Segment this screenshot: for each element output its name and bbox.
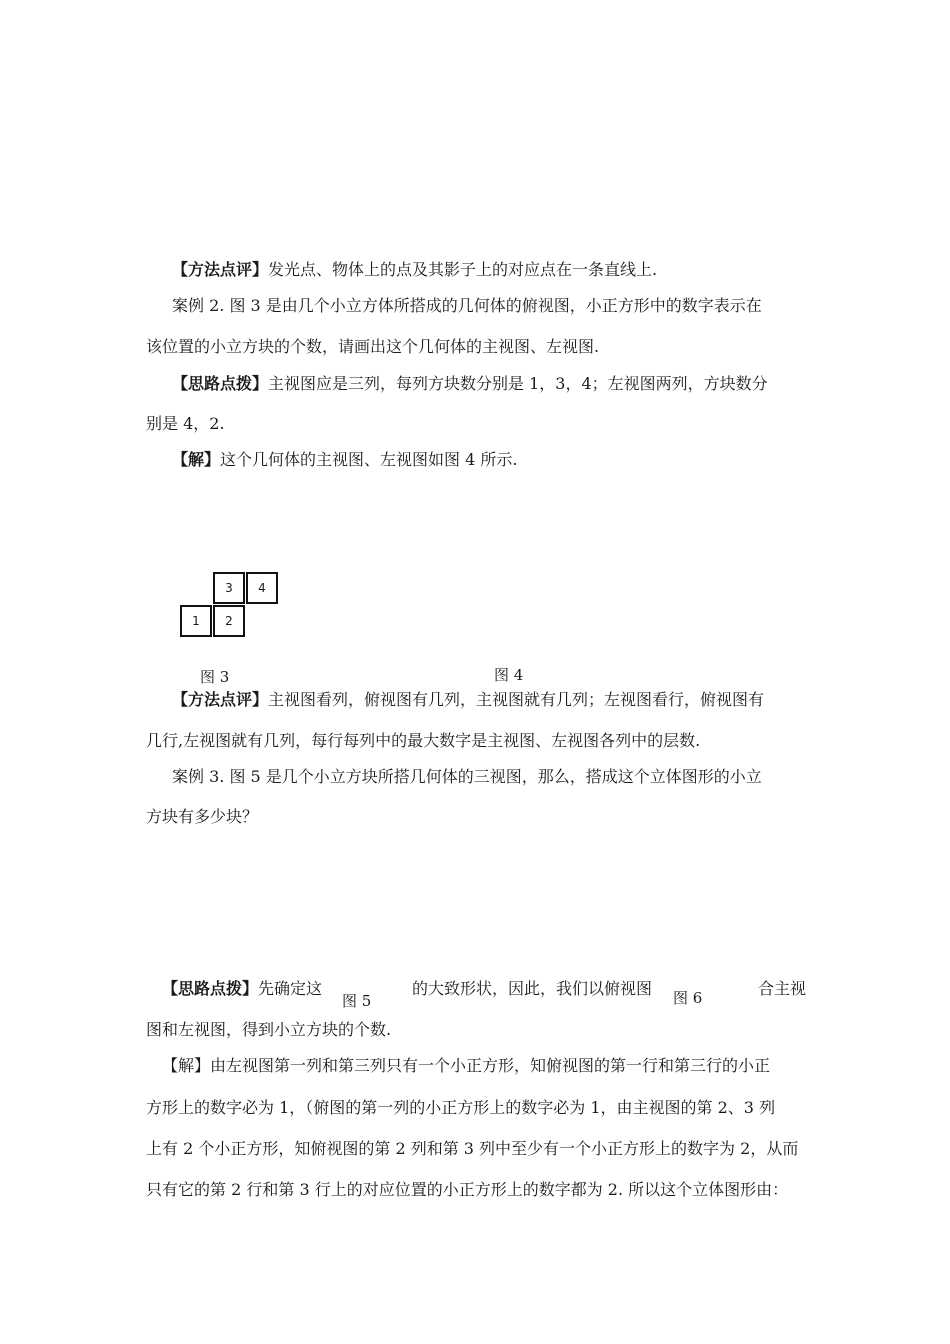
tag-solution: 【解】	[172, 450, 221, 469]
grid-cell: 3	[213, 572, 245, 604]
hint-line-2: 别是 4，2.	[146, 414, 225, 433]
tag-hint: 【思路点拨】	[162, 979, 259, 998]
tag-hint: 【思路点拨】	[172, 374, 269, 393]
hint-2-segment-2: 的大致形状，因此，我们以俯视图	[412, 979, 653, 998]
figure-3-caption: 图 3	[200, 668, 230, 686]
tag-method-comment: 【方法点评】	[172, 690, 269, 709]
case-2-line-2: 该位置的小立方块的个数，请画出这个几何体的主视图、左视图.	[146, 337, 600, 356]
hint-line-1	[172, 374, 832, 394]
solution-line	[172, 450, 832, 470]
solution-2-line-1: 【解】由左视图第一列和第三列只有一个小正方形，知俯视图的第一行和第三行的小正	[162, 1056, 771, 1075]
hint-text: 主视图应是三列，每列方块数分别是 1，3，4；左视图两列，方块数分	[268, 374, 768, 393]
hint-2-line-2: 图和左视图，得到小立方块的个数.	[146, 1020, 392, 1039]
grid-cell: 4	[246, 572, 278, 604]
hint-2-segment-3: 合主视	[758, 979, 807, 998]
solution-2-line-3: 上有 2 个小正方形，知俯视图的第 2 列和第 3 列中至少有一个小正方形上的数字为 2，从而	[146, 1139, 799, 1158]
solution-2-line-2: 方形上的数字必为 1，（俯图的第一列的小正方形上的数字必为 1，由主视图的第 2、3 列	[146, 1098, 776, 1117]
case-2-line-1: 案例 2. 图 3 是由几个小立方体所搭成的几何体的俯视图，小正方形中的数字表示在	[172, 296, 762, 315]
paragraph-method-comment-1	[172, 260, 832, 280]
figure-6-caption: 图 6	[673, 989, 703, 1007]
solution-text: 这个几何体的主视图、左视图如图 4 所示.	[220, 450, 518, 469]
grid-cell: 2	[213, 605, 245, 637]
hint-2-segment-1	[162, 979, 342, 999]
method-comment-2-line-2: 几行,左视图就有几列，每行每列中的最大数字是主视图、左视图各列中的层数.	[146, 731, 701, 750]
method-comment-2-line-1	[172, 690, 832, 710]
method-comment-text: 主视图看列，俯视图有几列，主视图就有几列；左视图看行，俯视图有	[268, 690, 765, 709]
grid-cell: 1	[180, 605, 212, 637]
tag-method-comment: 【方法点评】	[172, 260, 269, 279]
paragraph-text: 发光点、物体上的点及其影子上的对应点在一条直线上.	[268, 260, 658, 279]
figure-4-caption: 图 4	[494, 666, 524, 684]
case-3-line-2: 方块有多少块？	[146, 807, 259, 826]
figure-5-caption: 图 5	[342, 992, 372, 1010]
solution-2-line-4: 只有它的第 2 行和第 3 行上的对应位置的小正方形上的数字都为 2. 所以这个立体图形由：	[146, 1180, 789, 1199]
hint-2-text: 先确定这	[258, 979, 323, 998]
case-3-line-1: 案例 3. 图 5 是几个小立方块所搭几何体的三视图，那么，搭成这个立体图形的小立	[172, 767, 762, 786]
